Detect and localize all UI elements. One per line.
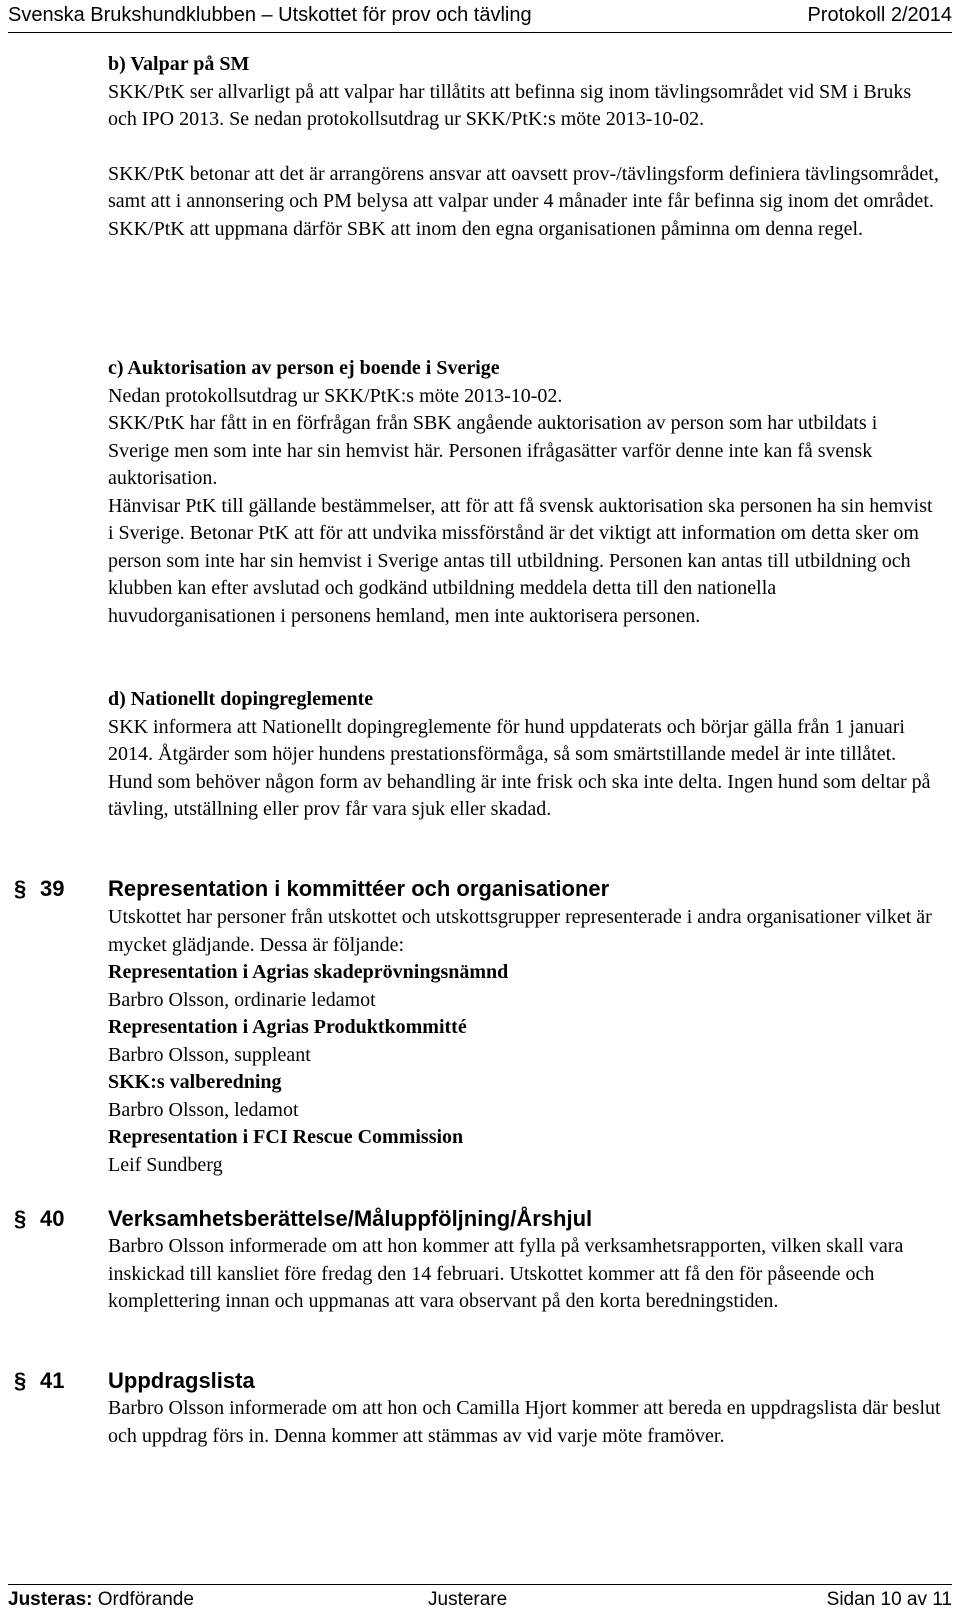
section-auktorisation	[108, 355, 943, 630]
footer-justeras-label: Justeras:	[8, 1589, 93, 1610]
footer-divider	[8, 1584, 952, 1585]
header-organization: Svenska Brukshundklubben – Utskottet för prov och tävling	[8, 4, 532, 26]
valpar-paragraph-3: SKK/PtK att uppmana därför SBK att inom den egna organisationen påminna om denna regel.	[108, 217, 864, 240]
valpar-paragraph-2: SKK/PtK betonar att det är arrangörens ansvar att oavsett prov-/tävlingsform definiera tävlingsområdet, samt att i annonsering och PM belysa att valpar under 4 månader inte får befinna sig inom det området.	[108, 162, 939, 212]
paragraph-mark: §	[14, 1206, 27, 1231]
representation-person: Barbro Olsson, suppleant	[108, 1043, 311, 1066]
section-41-number: 41	[40, 1368, 65, 1393]
representation-heading: Representation i Agrias Produktkommitté	[108, 1016, 467, 1038]
section-doping	[108, 686, 943, 824]
valpar-paragraph-1: SKK/PtK ser allvarligt på att valpar har tillåtits att befinna sig inom tävlingsområdet vid SM i Bruks och IPO 2013. Se nedan protokollsutdrag ur SKK/PtK:s möte 2013-10-02.	[108, 80, 912, 130]
section-41-heading	[0, 1368, 950, 1398]
section-40-number: 40	[40, 1206, 65, 1231]
section-39-intro: Utskottet har personer från utskottet och utskottsgrupper representerade i andra organisationer vilket är mycket glädjande. Dessa är följande:	[108, 906, 932, 956]
section-valpar	[108, 51, 943, 243]
section-39-title: Representation i kommittéer och organisationer	[108, 876, 610, 901]
section-39-body	[108, 904, 943, 1179]
auktorisation-title: c) Auktorisation av person ej boende i Sverige	[108, 357, 500, 379]
footer-justerare: Justerare	[428, 1589, 508, 1610]
section-40-paragraph: Barbro Olsson informerade om att hon kommer att fylla på verksamhetsrapporten, vilken skall vara inskickad till kansliet före fredag den 14 februari. Utskottet kommer att få den för påseende och komplettering innan och uppmanas att vara observant på den korta beredningstiden.	[108, 1235, 904, 1312]
auktorisation-paragraph-2: SKK/PtK har fått in en förfrågan från SBK angående auktorisation av person som har utbildats i Sverige men som inte har sin hemvist här. Personen ifrågasätter varför denne inte kan få svensk auktorisation.	[108, 412, 878, 489]
paragraph-mark: §	[14, 876, 27, 901]
representation-heading: Representation i Agrias skadeprövningsnämnd	[108, 961, 509, 983]
page-footer	[8, 1588, 952, 1612]
header-protocol: Protokoll 2/2014	[807, 4, 952, 26]
footer-ordforande: Ordförande	[97, 1589, 194, 1610]
representation-person: Barbro Olsson, ordinarie ledamot	[108, 988, 376, 1011]
section-40-body	[108, 1233, 943, 1316]
doping-paragraph: SKK informera att Nationellt dopingreglemente för hund uppdaterats och börjar gälla från 1 januari 2014. Åtgärder som höjer hundens prestationsförmåga, så som smärtstillande medel är inte tillåtet. Hund som behöver någon form av behandling är inte frisk och ska inte delta. Ingen hund som deltar på tävling, utställning eller prov får vara sjuk eller skadad.	[108, 715, 931, 820]
representation-person: Barbro Olsson, ledamot	[108, 1098, 299, 1121]
representation-heading: Representation i FCI Rescue Commission	[108, 1126, 464, 1148]
header-divider	[8, 32, 952, 33]
footer-signature	[8, 1588, 194, 1612]
auktorisation-paragraph-3: Hänvisar PtK till gällande bestämmelser, att för att få svensk auktorisation ska personen ha sin hemvist i Sverige. Betonar PtK att för att undvika missförstånd är det viktigt att information om detta sker om person som inte har sin hemvist i Sverige antas till utbildning. Personen kan antas till utbildning och klubben kan efter avslutad och godkänd utbildning meddela detta till den nationella huvudorganisationen i personens hemland, men inte auktorisera personen.	[108, 494, 933, 627]
representation-person: Leif Sundberg	[108, 1153, 223, 1176]
footer-page-number: Sidan 10 av 11	[826, 1589, 952, 1610]
doping-title: d) Nationellt dopingreglemente	[108, 688, 374, 710]
valpar-title: b) Valpar på SM	[108, 53, 250, 75]
section-40-heading	[0, 1206, 950, 1236]
representation-heading: SKK:s valberedning	[108, 1071, 282, 1093]
section-39-heading	[0, 876, 950, 906]
section-41-paragraph: Barbro Olsson informerade om att hon och Camilla Hjort kommer att bereda en uppdragslista där beslut och uppdrag förs in. Denna kommer att stämmas av vid varje möte framöver.	[108, 1397, 941, 1447]
paragraph-mark: §	[14, 1368, 27, 1393]
page-header	[8, 0, 952, 34]
section-39-number: 39	[40, 876, 65, 901]
section-41-body	[108, 1395, 943, 1450]
auktorisation-paragraph-1: Nedan protokollsutdrag ur SKK/PtK:s möte 2013-10-02.	[108, 384, 563, 407]
section-40-title: Verksamhetsberättelse/Måluppföljning/Årshjul	[108, 1206, 593, 1231]
section-41-title: Uppdragslista	[108, 1368, 255, 1393]
